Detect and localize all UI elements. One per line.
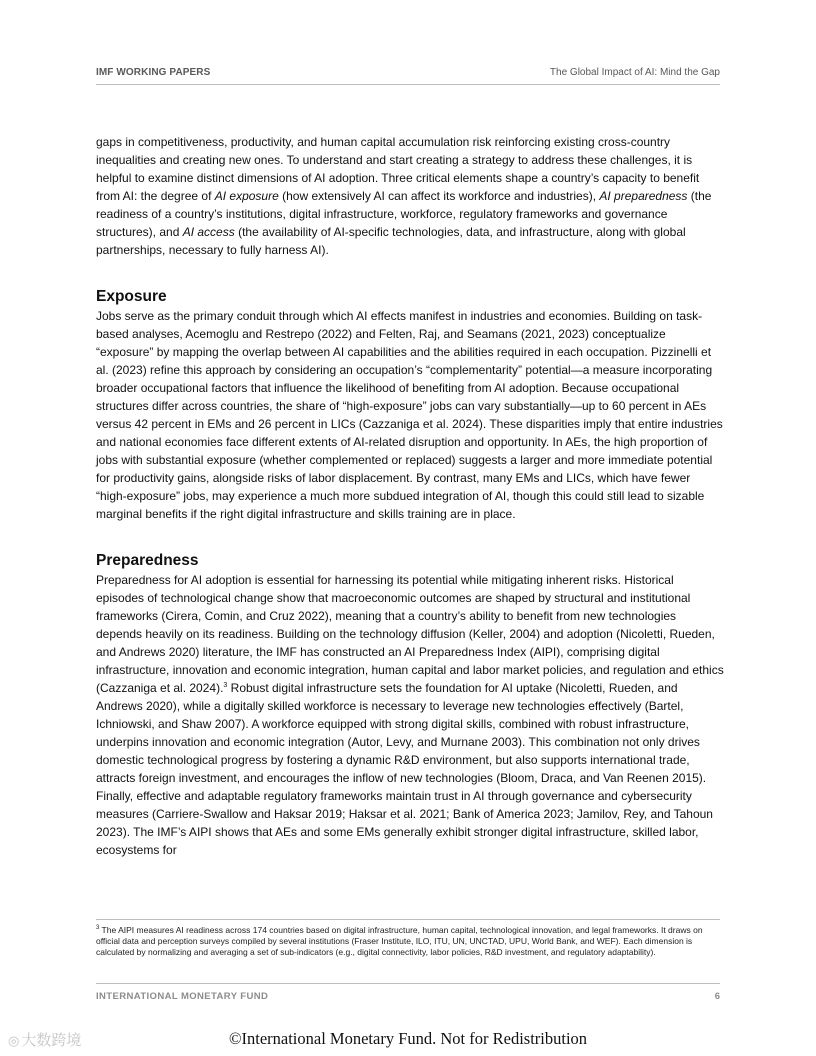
page-number: 6 — [714, 991, 720, 1002]
section-heading-exposure: Exposure — [96, 288, 167, 305]
exposure-paragraph: Jobs serve as the primary conduit through which AI effects manifest in industries and economies. Building on task-based analyses, Acemoglu and Restrepo (2022) and Felten, Raj, and Seamans (2021, 2023) conceptualize “exposure” by mapping the overlap between AI capabilities and the abilities required in each occupation. Pizzinelli et al. (2023) refine this approach by considering an occupation’s “complementarity” potential—a measure incorporating broader occupational factors that influence the likelihood of benefiting from AI adoption. Because occupational structures differ across countries, the share of “high-exposure” jobs can vary substantially—up to 60 percent in AEs versus 42 percent in EMs and 26 percent in LICs (Cazzaniga et al. 2024). These disparities imply that entire industries and national economies face different extents of AI-related disruption and opportunity. In AEs, the high proportion of jobs with substantial exposure (whether complemented or replaced) suggests a larger and more immediate potential for productivity gains, alongside risks of labor displacement. By contrast, many EMs and LICs, which have fewer “high-exposure” jobs, may experience a much more subdued integration of AI, though this could still lead to sizable marginal benefits if the right digital infrastructure and skills training are in place. — [96, 309, 723, 521]
running-header-series: IMF WORKING PAPERS — [96, 67, 211, 78]
preparedness-paragraph: Preparedness for AI adoption is essential for harnessing its potential while mitigating inherent risks. Historical episodes of technological change show that macroeconomic outcomes are shaped by structural and institutional frameworks (Cirera, Comin, and Cruz 2022), meaning that a country’s ability to benefit from new technologies depends heavily on its readiness. Building on the technology diffusion (Keller, 2004) and adoption (Nicoletti, Rueden, and Andrews 2020) literature, the IMF has constructed an AI Preparedness Index (AIPI), comprising digital infrastructure, innovation and economic integration, human capital and labor market policies, and regulation and ethics (Cazzaniga et al. 2024).$^3$ Robust digital infrastructure sets the foundation for AI uptake (Nicoletti, Rueden, and Andrews 2020), while a digitally skilled workforce is necessary to leverage new technologies effectively (Bartel, Ichniowski, and Shaw 2007). A workforce equipped with strong digital skills, combined with robust infrastructure, underpins innovation and economic integration (Autor, Levy, and Murnane 2003). This combination not only drives domestic technological progress by fostering a dynamic R&D environment, but also supports international trade, attracts foreign investment, and encourages the inflow of new technologies (Bloom, Draca, and Van Reenen 2015). Finally, effective and adaptable regulatory frameworks maintain trust in AI through governance and cybersecurity measures (Carriere-Swallow and Haksar 2019; Haksar et al. 2021; Bank of America 2023; Jamilov, Rey, and Tahoun 2023). The IMF’s AIPI shows that AEs and some EMs generally exhibit stronger digital infrastructure, skilled labor, ecosystems for — [96, 573, 724, 857]
section-heading-preparedness: Preparedness — [96, 552, 199, 569]
intro-paragraph: gaps in competitiveness, productivity, and human capital accumulation risk reinforcing existing cross-country inequalities and creating new ones. To understand and start creating a strategy to address these challenges, it is helpful to examine distinct dimensions of AI adoption. Three critical elements shape a country’s capacity to benefit from AI: the degree of AI exposure (how extensively AI can affect its workforce and industries), AI preparedness (the readiness of a country’s institutions, digital infrastructure, workforce, regulatory frameworks and governance structures), and AI access (the availability of AI-specific technologies, data, and infrastructure, along with global partnerships, necessary to fully harness AI). — [96, 135, 712, 257]
weibo-icon: ◎ — [8, 1034, 20, 1049]
term-ai-preparedness: AI preparedness — [599, 189, 688, 203]
running-header-title: The Global Impact of AI: Mind the Gap — [549, 67, 720, 78]
copyright-notice: ©International Monetary Fund. Not for Redistribution — [228, 1029, 588, 1048]
footer-divider — [96, 983, 720, 984]
page-body — [96, 133, 724, 859]
watermark-text: 大数跨境 — [21, 1031, 82, 1049]
term-ai-exposure: AI exposure — [214, 189, 279, 203]
header-divider — [96, 84, 720, 85]
term-ai-access: AI access — [182, 225, 235, 239]
footnote-reference[interactable]: 3 — [223, 682, 228, 689]
footer-publisher: INTERNATIONAL MONETARY FUND — [96, 991, 269, 1002]
footnote-3: $^3$ The AIPI measures AI readiness across 174 countries based on digital infrastructure, human capital, technological innovation, and legal frameworks. It draws on official data and perception surveys compiled by several institutions (Fraser Institute, ILO, ITU, UN, UNCTAD, UPU, World Bank, and WEF). Each dimension is calculated by normalizing and averaging a set of sub-indicators (e.g., digital connectivity, labor policies, R&D investment, and regulatory adaptability). — [96, 925, 703, 957]
footnote-divider — [96, 919, 720, 920]
footnote-mark: 3 — [96, 925, 100, 932]
